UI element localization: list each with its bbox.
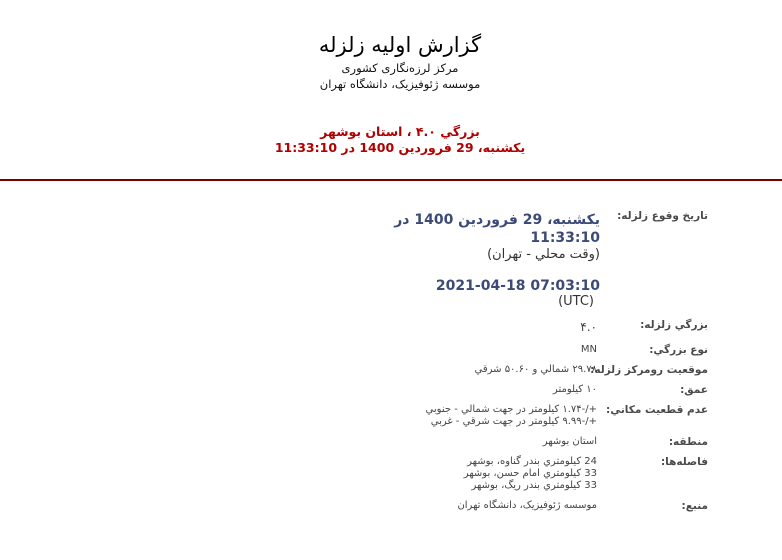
- report-header: [0, 30, 782, 92]
- source-value: موسسه ژئوفیزیک، دانشگاه تهران: [457, 500, 597, 511]
- date-label: تاریخ وقوع زلزله:: [617, 210, 708, 222]
- depth-label: عمق:: [680, 384, 708, 396]
- magnitude-label: بزرگي زلزله:: [640, 319, 708, 331]
- local-datetime-line1: یکشنبه، 29 فروردین 1400 در: [394, 212, 600, 228]
- center-name: مرکز لرزه‌نگاری کشوری: [341, 61, 459, 75]
- magnitude-type-label: نوع بزرگي:: [649, 344, 708, 356]
- magnitude-type-value: MN: [580, 344, 597, 355]
- distances-label: فاصله‌ها:: [660, 456, 708, 468]
- distance-item: 33 کیلومتري امام حسن، بوشهر: [463, 468, 597, 479]
- alert-datetime-line: یکشنبه، 29 فروردین 1400 در 11:33:10: [274, 140, 526, 155]
- utc-note: (UTC): [558, 294, 594, 309]
- depth-value: ۱۰ کیلومتر: [552, 384, 597, 395]
- magnitude-value: ۴.۰: [580, 320, 597, 334]
- alert-summary: [0, 124, 782, 156]
- uncertainty-ns: +/-۱.۷۴ کیلومتر در جهت شمالي - جنوبي: [425, 404, 597, 415]
- institute-name: موسسه ژئوفیزیک، دانشگاه تهران: [319, 77, 481, 91]
- distance-item: 24 کیلومتري بندر گناوه، بوشهر: [467, 456, 597, 467]
- utc-datetime: 2021-04-18 07:03:10: [435, 278, 600, 294]
- uncertainty-ew: +/-۹.۹۹ کیلومتر در جهت شرقي - غربي: [430, 416, 597, 427]
- alert-magnitude-line: بزرگي ۴.۰ ، استان بوشهر: [320, 124, 480, 139]
- epicenter-label: موقعیت رومرکز زلزله:: [590, 364, 708, 376]
- page-title: گزارش اولیه زلزله: [318, 33, 482, 57]
- uncertainty-label: عدم قطعیت مکاني:: [606, 404, 708, 416]
- distance-item: 33 کیلومتري بندر ريگ، بوشهر: [471, 480, 597, 491]
- local-time-note: (وقت محلي - تهران): [487, 247, 600, 262]
- header-divider: [0, 179, 782, 181]
- region-label: منطقه:: [668, 436, 708, 448]
- region-value: استان بوشهر: [542, 436, 597, 447]
- epicenter-value: ۲۹.۷۸ شمالي و ۵۰.۶۰ شرقي: [474, 364, 597, 375]
- local-datetime-line2: 11:33:10: [530, 230, 600, 246]
- source-label: منبع:: [681, 500, 708, 512]
